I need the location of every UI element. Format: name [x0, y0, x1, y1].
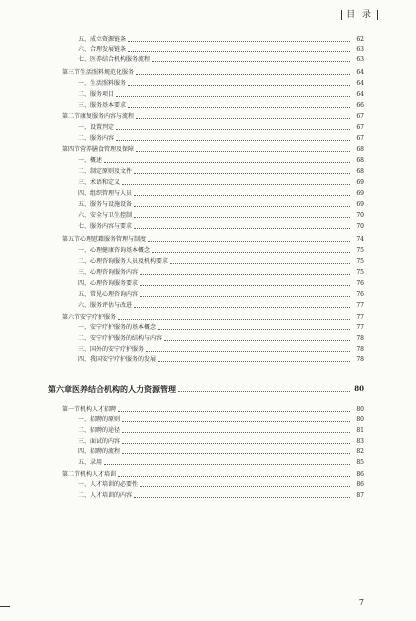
dot-leader [158, 328, 350, 330]
toc-entry-text: 六、服务评估与改进 [78, 302, 133, 309]
toc-page-number: 77 [356, 314, 364, 321]
toc-page-number: 81 [356, 427, 364, 434]
toc-entry-text: 三、心理咨询服务内容 [78, 269, 139, 276]
toc-item-entry [0, 459, 416, 467]
toc-entry-text: 一、招聘的原则 [78, 416, 121, 423]
dot-leader [122, 442, 350, 444]
toc-entry-title [0, 335, 162, 343]
toc-entry-title [0, 56, 150, 64]
toc-item-entry [0, 135, 416, 143]
toc-item-entry [0, 335, 416, 343]
toc-item-entry [0, 448, 416, 456]
toc-entry-title [0, 80, 126, 88]
toc-page-number: 82 [356, 448, 364, 455]
dot-leader [116, 128, 350, 130]
toc-entry-text: 一、心理健康咨询基本概念 [78, 247, 151, 254]
dot-leader [116, 95, 350, 97]
dot-leader [118, 475, 350, 477]
toc-section-entry [0, 146, 416, 154]
toc-entry-text: 五、服务与设施设备 [78, 201, 133, 208]
toc-item-entry [0, 492, 416, 500]
toc-entry-title [0, 46, 126, 54]
dot-leader [128, 84, 350, 86]
toc-item-entry [0, 179, 416, 187]
toc-entry-number: 第三节 [62, 69, 81, 76]
toc-item-entry [0, 302, 416, 310]
toc-entry-title [0, 69, 134, 77]
toc-entry-text: 四、招聘的流程 [78, 448, 121, 455]
toc-item-entry [0, 280, 416, 288]
dot-leader [118, 318, 350, 320]
dot-leader [134, 227, 350, 229]
toc-entry-title [0, 459, 102, 467]
toc-entry-text: 三、术语和定义 [78, 179, 121, 186]
toc-entry-text: 生活照料规范化服务 [80, 69, 135, 76]
dot-leader [134, 205, 350, 207]
dot-leader [128, 106, 350, 108]
toc-entry-text: 二、人才培训的内容 [78, 492, 133, 499]
toc-entry-text: 六、合理发展链条 [78, 46, 127, 53]
toc-entry-number: 第一节 [62, 406, 81, 413]
toc-entry-number: 第二节 [62, 471, 81, 478]
toc-item-entry [0, 269, 416, 277]
dot-leader [148, 240, 350, 242]
dot-leader [134, 306, 350, 308]
dot-leader [158, 360, 350, 362]
toc-page-number: 80 [354, 384, 364, 393]
toc-entry-title [0, 427, 120, 435]
toc-page-number: 63 [356, 56, 364, 63]
toc-page-number: 74 [356, 236, 364, 243]
toc-entry-title [0, 448, 120, 456]
dot-leader [152, 60, 350, 62]
toc-entry-text: 二、服务内容 [78, 135, 115, 142]
toc-page-number: 75 [356, 247, 364, 254]
running-header: 目 录 [341, 10, 378, 20]
dot-leader [136, 117, 350, 119]
toc-entry-title [0, 247, 150, 255]
toc-entry-title [0, 157, 102, 165]
toc-entry-title [0, 146, 134, 154]
toc-entry-text: 康复服务内容与流程 [80, 113, 135, 120]
toc-entry-text: 安宁疗护服务 [80, 314, 117, 321]
toc-page-number: 64 [356, 80, 364, 87]
toc-item-entry [0, 102, 416, 110]
toc-entry-text: 六、安全与卫生控制 [78, 212, 133, 219]
toc-page-number: 80 [356, 406, 364, 413]
toc-entry-title [0, 135, 114, 143]
toc-entry-title [0, 258, 168, 266]
page-number: 7 [358, 598, 364, 607]
toc-entry-text: 四、心理咨询服务要求 [78, 280, 139, 287]
dot-leader [122, 420, 350, 422]
toc-entry-title [0, 346, 144, 354]
toc-page-number: 69 [356, 201, 364, 208]
toc-entry-text: 心理慰藉服务管理与制度 [80, 236, 147, 243]
toc-entry-text: 二、安宁疗护服务的结构与内容 [78, 335, 163, 342]
toc-entry-title [0, 212, 132, 220]
dot-leader [116, 139, 350, 141]
toc-page-number: 66 [356, 102, 364, 109]
toc-entry-text: 五、录用 [78, 459, 103, 466]
toc-chapter-entry [0, 384, 416, 394]
dot-leader [136, 150, 350, 152]
toc-page-number: 80 [356, 416, 364, 423]
toc-page-number: 76 [356, 280, 364, 287]
dot-leader [128, 40, 350, 42]
dot-leader [170, 262, 350, 264]
toc-page-number: 78 [356, 356, 364, 363]
dot-leader [134, 172, 350, 174]
toc-page-number: 77 [356, 302, 364, 309]
toc-entry-text: 五、常见心理咨询内容 [78, 291, 139, 298]
toc-entry-title [0, 201, 132, 209]
toc-entry-text: 一、安宁疗护服务的基本概念 [78, 324, 157, 331]
toc-entry-title [0, 314, 116, 322]
toc-item-entry [0, 258, 416, 266]
toc-entry-title [0, 91, 114, 99]
toc-section-entry [0, 236, 416, 244]
toc-section-entry [0, 406, 416, 414]
toc-entry-title [0, 481, 138, 489]
toc-entry-title [0, 416, 120, 424]
toc-entry-title [0, 302, 132, 310]
dot-leader [140, 284, 350, 286]
toc-page-number: 64 [356, 91, 364, 98]
toc-item-entry [0, 427, 416, 435]
toc-item-entry [0, 168, 416, 176]
toc-entry-text: 七、医养结合机构服务流程 [78, 56, 151, 63]
toc-entry-title [0, 190, 132, 198]
dot-leader [128, 50, 350, 52]
toc-entry-text: 二、心理咨询服务人员及机构要求 [78, 258, 169, 265]
toc-page-number: 75 [356, 269, 364, 276]
toc-entry-title [0, 492, 132, 500]
dot-leader [118, 410, 350, 412]
toc-item-entry [0, 212, 416, 220]
toc-page-number: 78 [356, 346, 364, 353]
toc-entry-text: 一、生活照料服务 [78, 80, 127, 87]
toc-page-number: 86 [356, 481, 364, 488]
toc-entry-text: 一、设置判定 [78, 124, 115, 131]
toc-section-entry [0, 314, 416, 322]
toc-section-entry [0, 113, 416, 121]
dot-leader [140, 295, 350, 297]
dot-leader [140, 485, 350, 487]
toc-entry-title [0, 236, 146, 244]
toc-item-entry [0, 46, 416, 54]
toc-item-entry [0, 80, 416, 88]
toc-entry-text: 营养膳食管理及保障 [80, 146, 135, 153]
toc-entry-text: 二、服务项目 [78, 91, 115, 98]
dot-leader [178, 390, 350, 392]
toc-entry-number: 第四节 [62, 146, 81, 153]
dot-leader [164, 339, 350, 341]
toc-page-number: 77 [356, 324, 364, 331]
toc-entry-text: 一、人才培训的必要性 [78, 481, 139, 488]
toc-page-number: 75 [356, 258, 364, 265]
toc-entry-text: 一、概述 [78, 157, 103, 164]
toc-entry-title [0, 113, 134, 121]
toc-page-number: 62 [356, 36, 364, 43]
toc-page-number: 63 [356, 46, 364, 53]
toc-item-entry [0, 36, 416, 44]
toc-item-entry [0, 223, 416, 231]
toc-entry-title [0, 291, 138, 299]
toc-entry-title [0, 280, 138, 288]
dot-leader [134, 216, 350, 218]
toc-entry-title [0, 406, 116, 414]
toc-page-number: 67 [356, 113, 364, 120]
dot-leader [104, 463, 350, 465]
dot-leader [140, 273, 350, 275]
toc-entry-number: 第六节 [62, 314, 81, 321]
dot-leader [134, 194, 350, 196]
toc-item-entry [0, 481, 416, 489]
toc-entry-number: 第五节 [62, 236, 81, 243]
toc-item-entry [0, 291, 416, 299]
toc-page-number: 70 [356, 212, 364, 219]
toc-page-number: 68 [356, 168, 364, 175]
toc-section-entry [0, 471, 416, 479]
toc-page-number: 70 [356, 223, 364, 230]
toc-item-entry [0, 416, 416, 424]
toc-entry-text: 机构人才招聘 [80, 406, 117, 413]
toc-entry-title [0, 438, 120, 446]
toc-entry-text: 七、服务内容与要求 [78, 223, 133, 230]
toc-page-number: 76 [356, 291, 364, 298]
dot-leader [122, 452, 350, 454]
toc-page-number: 83 [356, 438, 364, 445]
toc-item-entry [0, 124, 416, 132]
toc-page-number: 86 [356, 471, 364, 478]
toc-entry-title [0, 168, 132, 176]
toc-item-entry [0, 324, 416, 332]
toc-entry-title [0, 356, 156, 364]
dot-leader [134, 496, 350, 498]
toc-entry-text: 五、成立资源链条 [78, 36, 127, 43]
toc-item-entry [0, 157, 416, 165]
toc-page-number: 67 [356, 135, 364, 142]
toc-entry-text: 四、组织管理与人员 [78, 190, 133, 197]
toc-page-number: 68 [356, 157, 364, 164]
toc-item-entry [0, 56, 416, 64]
toc-entry-title [0, 36, 126, 44]
toc-entry-text: 三、面试的内容 [78, 438, 121, 445]
toc-entry-text: 三、国外的安宁疗护服务 [78, 346, 145, 353]
toc-item-entry [0, 346, 416, 354]
toc-section-entry [0, 69, 416, 77]
toc-entry-title [0, 102, 126, 110]
toc-entry-text: 医养结合机构的人力资源管理 [72, 384, 176, 394]
toc-entry-title [0, 179, 120, 187]
toc-entry-number: 第二节 [62, 113, 81, 120]
toc-entry-title [0, 124, 114, 132]
dot-leader [152, 251, 350, 253]
toc-page-number: 78 [356, 335, 364, 342]
dot-leader [136, 73, 350, 75]
toc-item-entry [0, 91, 416, 99]
toc-page-number: 68 [356, 146, 364, 153]
toc-page-number: 67 [356, 124, 364, 131]
toc-entry-text: 二、招聘的途径 [78, 427, 121, 434]
toc-page-number: 87 [356, 492, 364, 499]
toc-page-number: 64 [356, 69, 364, 76]
toc-entry-text: 四、我国安宁疗护服务的发展 [78, 356, 157, 363]
toc-item-entry [0, 438, 416, 446]
toc-page-number: 85 [356, 459, 364, 466]
dot-leader [104, 161, 350, 163]
toc-page-number: 69 [356, 179, 364, 186]
dot-leader [122, 431, 350, 433]
toc-entry-text: 机构人才培训 [80, 471, 117, 478]
toc-entry-title [0, 223, 132, 231]
toc-item-entry [0, 356, 416, 364]
toc-entry-title [0, 324, 156, 332]
toc-entry-title [0, 269, 138, 277]
toc-entry-number: 第六章 [48, 384, 72, 394]
dot-leader [146, 350, 350, 352]
toc-item-entry [0, 247, 416, 255]
toc-entry-title [0, 471, 116, 479]
toc-entry-title [0, 384, 176, 394]
toc-entry-text: 三、服务基本要求 [78, 102, 127, 109]
toc-entry-text: 二、制定原则及文件 [78, 168, 133, 175]
toc-page-number: 69 [356, 190, 364, 197]
margin-rule [0, 606, 10, 607]
toc-item-entry [0, 201, 416, 209]
dot-leader [122, 183, 350, 185]
toc-item-entry [0, 190, 416, 198]
